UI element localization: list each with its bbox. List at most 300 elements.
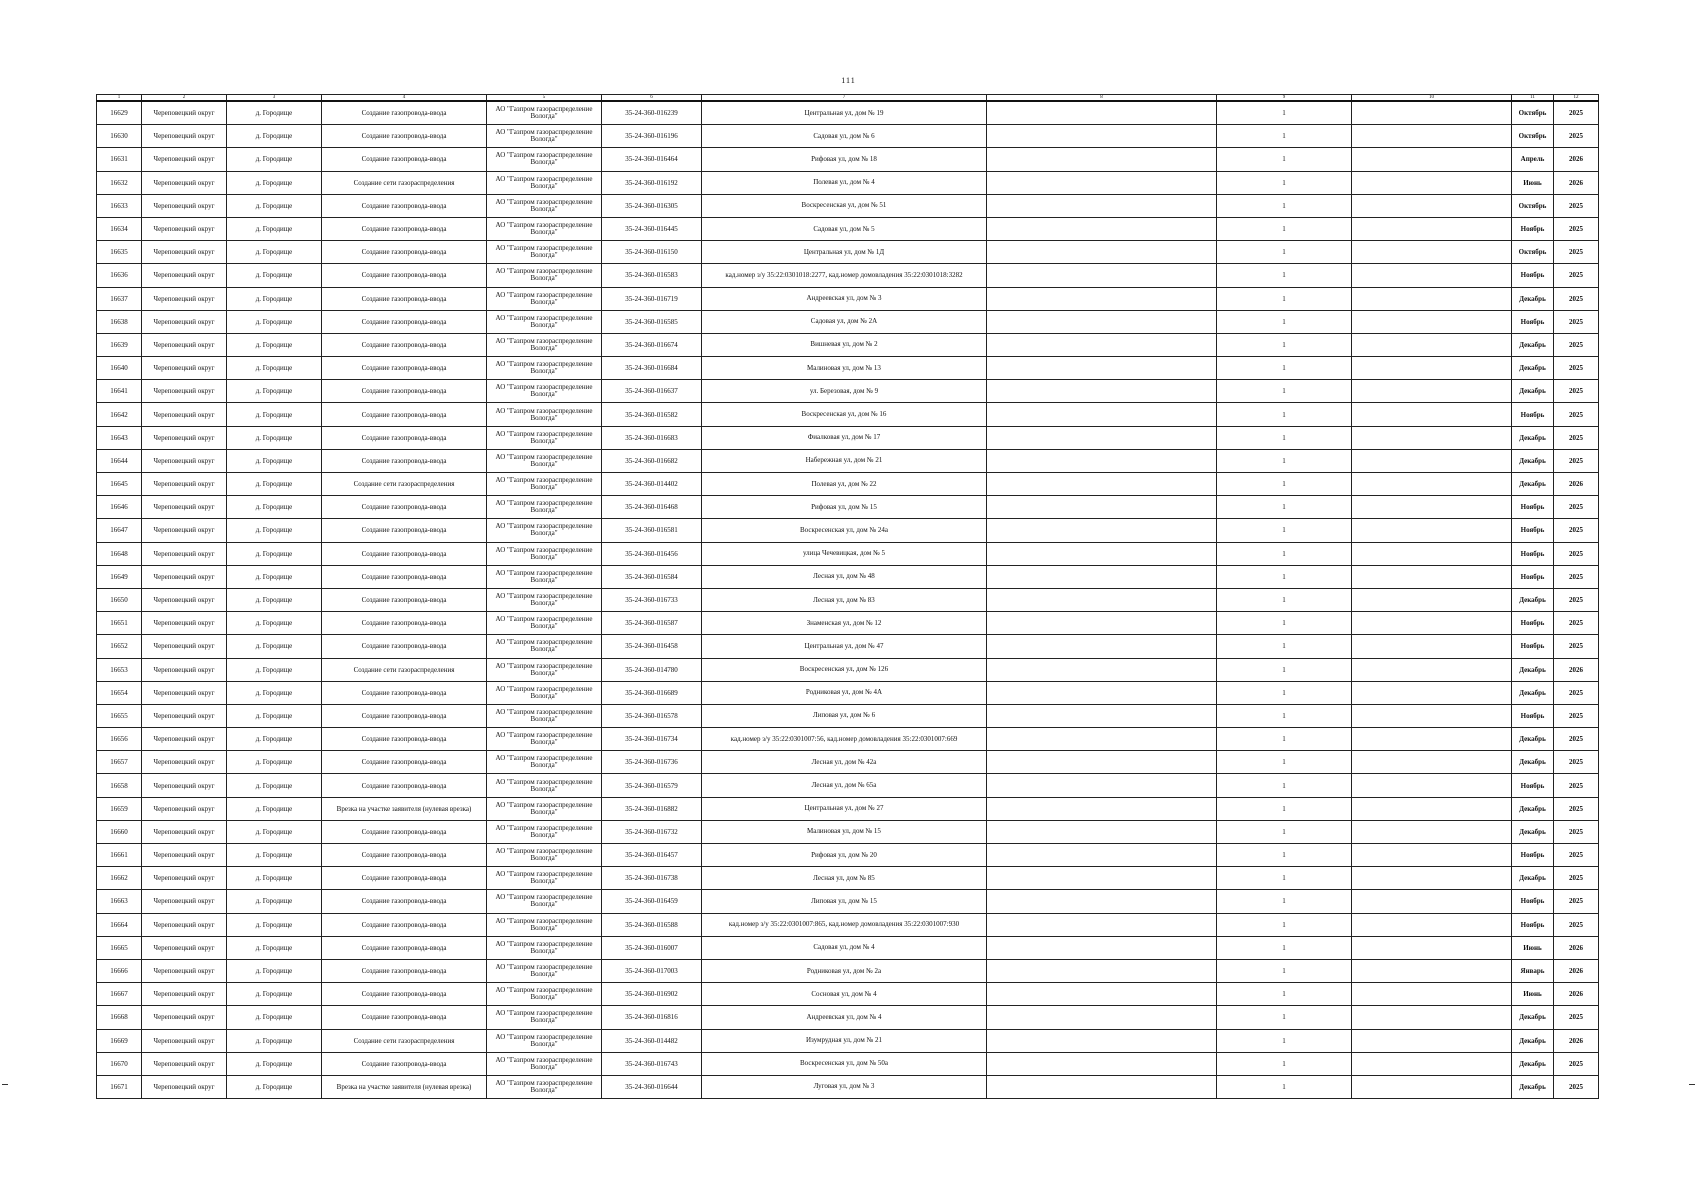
month-cell: Декабрь <box>1512 797 1554 820</box>
quantity-cell: 1 <box>1217 913 1352 936</box>
month-cell: Июнь <box>1512 171 1554 194</box>
table-row <box>97 241 1599 264</box>
locality-cell: д. Городище <box>227 588 322 611</box>
work-type-cell: Создание газопровода-ввода <box>322 357 487 380</box>
address-cell: Садовая ул, дом № 2А <box>702 310 987 333</box>
year-cell: 2025 <box>1554 241 1599 264</box>
request-code-cell: 35-24-360-016743 <box>602 1052 702 1075</box>
year-cell: 2025 <box>1554 264 1599 287</box>
year-cell: 2025 <box>1554 612 1599 635</box>
quantity-cell: 1 <box>1217 1052 1352 1075</box>
table-row <box>97 959 1599 982</box>
table-row <box>97 913 1599 936</box>
locality-cell: д. Городище <box>227 658 322 681</box>
column-10-cell <box>1352 496 1512 519</box>
column-10-cell <box>1352 844 1512 867</box>
organization-cell: АО "Газпром газораспределение Вологда" <box>487 588 602 611</box>
column-number-11: 11 <box>1512 95 1554 102</box>
work-type-cell: Создание газопровода-ввода <box>322 936 487 959</box>
month-cell: Ноябрь <box>1512 264 1554 287</box>
request-code-cell: 35-24-360-016458 <box>602 635 702 658</box>
column-8-cell <box>987 217 1217 240</box>
column-10-cell <box>1352 774 1512 797</box>
locality-cell: д. Городище <box>227 913 322 936</box>
row-number: 16664 <box>97 913 142 936</box>
column-8-cell <box>987 1006 1217 1029</box>
district-cell: Череповецкий округ <box>142 588 227 611</box>
locality-cell: д. Городище <box>227 635 322 658</box>
year-cell: 2026 <box>1554 1029 1599 1052</box>
column-10-cell <box>1352 635 1512 658</box>
month-cell: Декабрь <box>1512 1006 1554 1029</box>
year-cell: 2026 <box>1554 148 1599 171</box>
row-number: 16671 <box>97 1075 142 1098</box>
column-8-cell <box>987 936 1217 959</box>
table-row <box>97 403 1599 426</box>
locality-cell: д. Городище <box>227 217 322 240</box>
table-row <box>97 125 1599 148</box>
locality-cell: д. Городище <box>227 449 322 472</box>
locality-cell: д. Городище <box>227 681 322 704</box>
organization-cell: АО "Газпром газораспределение Вологда" <box>487 959 602 982</box>
address-cell: кад.номер з/у 35:22:0301007:865, кад.номер домовладения 35:22:0301007:930 <box>702 913 987 936</box>
column-10-cell <box>1352 101 1512 125</box>
organization-cell: АО "Газпром газораспределение Вологда" <box>487 542 602 565</box>
row-number: 16659 <box>97 797 142 820</box>
request-code-cell: 35-24-360-016583 <box>602 264 702 287</box>
work-type-cell: Создание газопровода-ввода <box>322 1006 487 1029</box>
column-10-cell <box>1352 936 1512 959</box>
quantity-cell: 1 <box>1217 125 1352 148</box>
year-cell: 2025 <box>1554 426 1599 449</box>
district-cell: Череповецкий округ <box>142 449 227 472</box>
month-cell: Октябрь <box>1512 101 1554 125</box>
month-cell: Декабрь <box>1512 867 1554 890</box>
month-cell: Декабрь <box>1512 473 1554 496</box>
month-cell: Декабрь <box>1512 380 1554 403</box>
address-cell: Садовая ул, дом № 4 <box>702 936 987 959</box>
organization-cell: АО "Газпром газораспределение Вологда" <box>487 751 602 774</box>
year-cell: 2025 <box>1554 496 1599 519</box>
year-cell: 2025 <box>1554 101 1599 125</box>
district-cell: Череповецкий округ <box>142 1029 227 1052</box>
row-number: 16669 <box>97 1029 142 1052</box>
organization-cell: АО "Газпром газораспределение Вологда" <box>487 820 602 843</box>
column-10-cell <box>1352 1052 1512 1075</box>
table-row <box>97 380 1599 403</box>
column-8-cell <box>987 357 1217 380</box>
column-8-cell <box>987 681 1217 704</box>
column-8-cell <box>987 264 1217 287</box>
row-number: 16644 <box>97 449 142 472</box>
quantity-cell: 1 <box>1217 357 1352 380</box>
table-row <box>97 1075 1599 1098</box>
column-8-cell <box>987 403 1217 426</box>
table-row <box>97 171 1599 194</box>
month-cell: Ноябрь <box>1512 496 1554 519</box>
request-code-cell: 35-24-360-016239 <box>602 101 702 125</box>
column-10-cell <box>1352 473 1512 496</box>
month-cell: Ноябрь <box>1512 890 1554 913</box>
column-10-cell <box>1352 983 1512 1006</box>
table-row <box>97 1052 1599 1075</box>
organization-cell: АО "Газпром газораспределение Вологда" <box>487 890 602 913</box>
table-row <box>97 1006 1599 1029</box>
locality-cell: д. Городище <box>227 1006 322 1029</box>
district-cell: Череповецкий округ <box>142 820 227 843</box>
work-type-cell: Создание газопровода-ввода <box>322 241 487 264</box>
year-cell: 2026 <box>1554 959 1599 982</box>
year-cell: 2025 <box>1554 1052 1599 1075</box>
district-cell: Череповецкий округ <box>142 473 227 496</box>
row-number: 16657 <box>97 751 142 774</box>
district-cell: Череповецкий округ <box>142 403 227 426</box>
month-cell: Ноябрь <box>1512 844 1554 867</box>
request-code-cell: 35-24-360-016581 <box>602 519 702 542</box>
quantity-cell: 1 <box>1217 820 1352 843</box>
row-number: 16668 <box>97 1006 142 1029</box>
request-code-cell: 35-24-360-016579 <box>602 774 702 797</box>
column-8-cell <box>987 658 1217 681</box>
year-cell: 2025 <box>1554 310 1599 333</box>
district-cell: Череповецкий округ <box>142 797 227 820</box>
address-cell: Полевая ул, дом № 22 <box>702 473 987 496</box>
gas-connection-table <box>96 94 1599 1099</box>
table-row <box>97 264 1599 287</box>
work-type-cell: Создание газопровода-ввода <box>322 820 487 843</box>
column-10-cell <box>1352 148 1512 171</box>
district-cell: Череповецкий округ <box>142 913 227 936</box>
work-type-cell: Создание газопровода-ввода <box>322 635 487 658</box>
locality-cell: д. Городище <box>227 426 322 449</box>
address-cell: Воскресенская ул, дом № 126 <box>702 658 987 681</box>
request-code-cell: 35-24-360-016445 <box>602 217 702 240</box>
year-cell: 2025 <box>1554 287 1599 310</box>
month-cell: Январь <box>1512 959 1554 982</box>
column-10-cell <box>1352 751 1512 774</box>
locality-cell: д. Городище <box>227 194 322 217</box>
row-number: 16639 <box>97 333 142 356</box>
district-cell: Череповецкий округ <box>142 241 227 264</box>
district-cell: Череповецкий округ <box>142 658 227 681</box>
column-10-cell <box>1352 1006 1512 1029</box>
month-cell: Декабрь <box>1512 1075 1554 1098</box>
request-code-cell: 35-24-360-016464 <box>602 148 702 171</box>
organization-cell: АО "Газпром газораспределение Вологда" <box>487 519 602 542</box>
column-8-cell <box>987 171 1217 194</box>
locality-cell: д. Городище <box>227 473 322 496</box>
year-cell: 2025 <box>1554 357 1599 380</box>
address-cell: Знаменская ул, дом № 12 <box>702 612 987 635</box>
district-cell: Череповецкий округ <box>142 890 227 913</box>
row-number: 16638 <box>97 310 142 333</box>
request-code-cell: 35-24-360-017003 <box>602 959 702 982</box>
work-type-cell: Создание сети газораспределения <box>322 171 487 194</box>
district-cell: Череповецкий округ <box>142 612 227 635</box>
column-10-cell <box>1352 542 1512 565</box>
work-type-cell: Создание газопровода-ввода <box>322 101 487 125</box>
column-number-2: 2 <box>142 95 227 102</box>
column-8-cell <box>987 519 1217 542</box>
address-cell: Рифовая ул, дом № 15 <box>702 496 987 519</box>
year-cell: 2025 <box>1554 542 1599 565</box>
district-cell: Череповецкий округ <box>142 959 227 982</box>
work-type-cell: Создание газопровода-ввода <box>322 751 487 774</box>
work-type-cell: Создание газопровода-ввода <box>322 519 487 542</box>
column-10-cell <box>1352 1075 1512 1098</box>
column-10-cell <box>1352 287 1512 310</box>
address-cell: Фиалковая ул, дом № 17 <box>702 426 987 449</box>
row-number: 16666 <box>97 959 142 982</box>
address-cell: Малиновая ул, дом № 13 <box>702 357 987 380</box>
table-row <box>97 867 1599 890</box>
row-number: 16648 <box>97 542 142 565</box>
request-code-cell: 35-24-360-016578 <box>602 704 702 727</box>
column-8-cell <box>987 959 1217 982</box>
row-number: 16641 <box>97 380 142 403</box>
work-type-cell: Создание газопровода-ввода <box>322 217 487 240</box>
year-cell: 2025 <box>1554 565 1599 588</box>
quantity-cell: 1 <box>1217 681 1352 704</box>
request-code-cell: 35-24-360-016674 <box>602 333 702 356</box>
organization-cell: АО "Газпром газораспределение Вологда" <box>487 310 602 333</box>
column-10-cell <box>1352 565 1512 588</box>
work-type-cell: Создание газопровода-ввода <box>322 728 487 751</box>
column-10-cell <box>1352 658 1512 681</box>
work-type-cell: Создание газопровода-ввода <box>322 287 487 310</box>
month-cell: Ноябрь <box>1512 519 1554 542</box>
row-number: 16658 <box>97 774 142 797</box>
locality-cell: д. Городище <box>227 519 322 542</box>
table-row <box>97 751 1599 774</box>
locality-cell: д. Городище <box>227 241 322 264</box>
request-code-cell: 35-24-360-016902 <box>602 983 702 1006</box>
locality-cell: д. Городище <box>227 704 322 727</box>
district-cell: Череповецкий округ <box>142 704 227 727</box>
month-cell: Ноябрь <box>1512 310 1554 333</box>
column-10-cell <box>1352 217 1512 240</box>
district-cell: Череповецкий округ <box>142 983 227 1006</box>
organization-cell: АО "Газпром газораспределение Вологда" <box>487 241 602 264</box>
work-type-cell: Создание газопровода-ввода <box>322 959 487 982</box>
locality-cell: д. Городище <box>227 403 322 426</box>
year-cell: 2025 <box>1554 867 1599 890</box>
locality-cell: д. Городище <box>227 1029 322 1052</box>
column-8-cell <box>987 890 1217 913</box>
locality-cell: д. Городище <box>227 936 322 959</box>
column-8-cell <box>987 1075 1217 1098</box>
district-cell: Череповецкий округ <box>142 194 227 217</box>
month-cell: Декабрь <box>1512 658 1554 681</box>
district-cell: Череповецкий округ <box>142 519 227 542</box>
row-number: 16634 <box>97 217 142 240</box>
request-code-cell: 35-24-360-016150 <box>602 241 702 264</box>
row-number: 16652 <box>97 635 142 658</box>
column-8-cell <box>987 797 1217 820</box>
request-code-cell: 35-24-360-016196 <box>602 125 702 148</box>
locality-cell: д. Городище <box>227 728 322 751</box>
year-cell: 2025 <box>1554 797 1599 820</box>
month-cell: Декабрь <box>1512 333 1554 356</box>
locality-cell: д. Городище <box>227 125 322 148</box>
organization-cell: АО "Газпром газораспределение Вологда" <box>487 658 602 681</box>
organization-cell: АО "Газпром газораспределение Вологда" <box>487 1075 602 1098</box>
column-10-cell <box>1352 125 1512 148</box>
organization-cell: АО "Газпром газораспределение Вологда" <box>487 194 602 217</box>
district-cell: Череповецкий округ <box>142 310 227 333</box>
address-cell: Лесная ул, дом № 65а <box>702 774 987 797</box>
column-10-cell <box>1352 612 1512 635</box>
year-cell: 2025 <box>1554 844 1599 867</box>
column-8-cell <box>987 1029 1217 1052</box>
work-type-cell: Создание газопровода-ввода <box>322 310 487 333</box>
month-cell: Декабрь <box>1512 728 1554 751</box>
month-cell: Ноябрь <box>1512 542 1554 565</box>
organization-cell: АО "Газпром газораспределение Вологда" <box>487 148 602 171</box>
organization-cell: АО "Газпром газораспределение Вологда" <box>487 844 602 867</box>
address-cell: Родниковая ул, дом № 2а <box>702 959 987 982</box>
row-number: 16646 <box>97 496 142 519</box>
row-number: 16656 <box>97 728 142 751</box>
locality-cell: д. Городище <box>227 1075 322 1098</box>
column-10-cell <box>1352 333 1512 356</box>
column-10-cell <box>1352 194 1512 217</box>
column-8-cell <box>987 241 1217 264</box>
district-cell: Череповецкий округ <box>142 171 227 194</box>
request-code-cell: 35-24-360-014402 <box>602 473 702 496</box>
address-cell: Рифовая ул, дом № 18 <box>702 148 987 171</box>
quantity-cell: 1 <box>1217 774 1352 797</box>
month-cell: Декабрь <box>1512 1029 1554 1052</box>
column-8-cell <box>987 565 1217 588</box>
organization-cell: АО "Газпром газораспределение Вологда" <box>487 612 602 635</box>
column-8-cell <box>987 426 1217 449</box>
address-cell: Воскресенская ул, дом № 50а <box>702 1052 987 1075</box>
row-number: 16636 <box>97 264 142 287</box>
table-row <box>97 310 1599 333</box>
address-cell: Лесная ул, дом № 48 <box>702 565 987 588</box>
year-cell: 2025 <box>1554 751 1599 774</box>
month-cell: Апрель <box>1512 148 1554 171</box>
request-code-cell: 35-24-360-016637 <box>602 380 702 403</box>
district-cell: Череповецкий округ <box>142 844 227 867</box>
work-type-cell: Создание газопровода-ввода <box>322 867 487 890</box>
month-cell: Декабрь <box>1512 681 1554 704</box>
year-cell: 2025 <box>1554 1075 1599 1098</box>
organization-cell: АО "Газпром газораспределение Вологда" <box>487 867 602 890</box>
table-row <box>97 426 1599 449</box>
district-cell: Череповецкий округ <box>142 426 227 449</box>
row-number: 16663 <box>97 890 142 913</box>
year-cell: 2025 <box>1554 588 1599 611</box>
organization-cell: АО "Газпром газораспределение Вологда" <box>487 426 602 449</box>
row-number: 16629 <box>97 101 142 125</box>
column-8-cell <box>987 774 1217 797</box>
quantity-cell: 1 <box>1217 635 1352 658</box>
work-type-cell: Создание газопровода-ввода <box>322 148 487 171</box>
column-10-cell <box>1352 449 1512 472</box>
row-number: 16670 <box>97 1052 142 1075</box>
work-type-cell: Создание газопровода-ввода <box>322 496 487 519</box>
column-10-cell <box>1352 588 1512 611</box>
month-cell: Октябрь <box>1512 125 1554 148</box>
quantity-cell: 1 <box>1217 287 1352 310</box>
organization-cell: АО "Газпром газораспределение Вологда" <box>487 797 602 820</box>
request-code-cell: 35-24-360-016468 <box>602 496 702 519</box>
quantity-cell: 1 <box>1217 751 1352 774</box>
district-cell: Череповецкий округ <box>142 148 227 171</box>
table-row <box>97 194 1599 217</box>
quantity-cell: 1 <box>1217 333 1352 356</box>
column-number-4: 4 <box>322 95 487 102</box>
year-cell: 2025 <box>1554 217 1599 240</box>
year-cell: 2025 <box>1554 380 1599 403</box>
year-cell: 2025 <box>1554 913 1599 936</box>
locality-cell: д. Городище <box>227 959 322 982</box>
request-code-cell: 35-24-360-014482 <box>602 1029 702 1052</box>
address-cell: Малиновая ул, дом № 15 <box>702 820 987 843</box>
locality-cell: д. Городище <box>227 797 322 820</box>
year-cell: 2025 <box>1554 890 1599 913</box>
district-cell: Череповецкий округ <box>142 565 227 588</box>
request-code-cell: 35-24-360-016732 <box>602 820 702 843</box>
address-cell: Центральная ул, дом № 47 <box>702 635 987 658</box>
quantity-cell: 1 <box>1217 241 1352 264</box>
quantity-cell: 1 <box>1217 612 1352 635</box>
year-cell: 2025 <box>1554 728 1599 751</box>
district-cell: Череповецкий округ <box>142 751 227 774</box>
table-row <box>97 774 1599 797</box>
address-cell: Центральная ул, дом № 27 <box>702 797 987 820</box>
table-row <box>97 333 1599 356</box>
request-code-cell: 35-24-360-016738 <box>602 867 702 890</box>
row-number: 16665 <box>97 936 142 959</box>
table-row <box>97 588 1599 611</box>
table-row <box>97 635 1599 658</box>
quantity-cell: 1 <box>1217 403 1352 426</box>
table-row <box>97 797 1599 820</box>
table-row <box>97 704 1599 727</box>
organization-cell: АО "Газпром газораспределение Вологда" <box>487 936 602 959</box>
request-code-cell: 35-24-360-016644 <box>602 1075 702 1098</box>
locality-cell: д. Городище <box>227 565 322 588</box>
district-cell: Череповецкий округ <box>142 635 227 658</box>
organization-cell: АО "Газпром газораспределение Вологда" <box>487 635 602 658</box>
column-10-cell <box>1352 171 1512 194</box>
row-number: 16631 <box>97 148 142 171</box>
quantity-cell: 1 <box>1217 1029 1352 1052</box>
work-type-cell: Создание сети газораспределения <box>322 1029 487 1052</box>
row-number: 16632 <box>97 171 142 194</box>
month-cell: Ноябрь <box>1512 612 1554 635</box>
quantity-cell: 1 <box>1217 983 1352 1006</box>
quantity-cell: 1 <box>1217 264 1352 287</box>
month-cell: Ноябрь <box>1512 704 1554 727</box>
request-code-cell: 35-24-360-016456 <box>602 542 702 565</box>
column-8-cell <box>987 820 1217 843</box>
table-row <box>97 1029 1599 1052</box>
organization-cell: АО "Газпром газораспределение Вологда" <box>487 449 602 472</box>
column-8-cell <box>987 635 1217 658</box>
district-cell: Череповецкий округ <box>142 333 227 356</box>
table-row <box>97 496 1599 519</box>
column-8-cell <box>987 751 1217 774</box>
column-8-cell <box>987 449 1217 472</box>
district-cell: Череповецкий округ <box>142 1052 227 1075</box>
work-type-cell: Создание сети газораспределения <box>322 473 487 496</box>
address-cell: ул. Березовая, дом № 9 <box>702 380 987 403</box>
month-cell: Ноябрь <box>1512 565 1554 588</box>
